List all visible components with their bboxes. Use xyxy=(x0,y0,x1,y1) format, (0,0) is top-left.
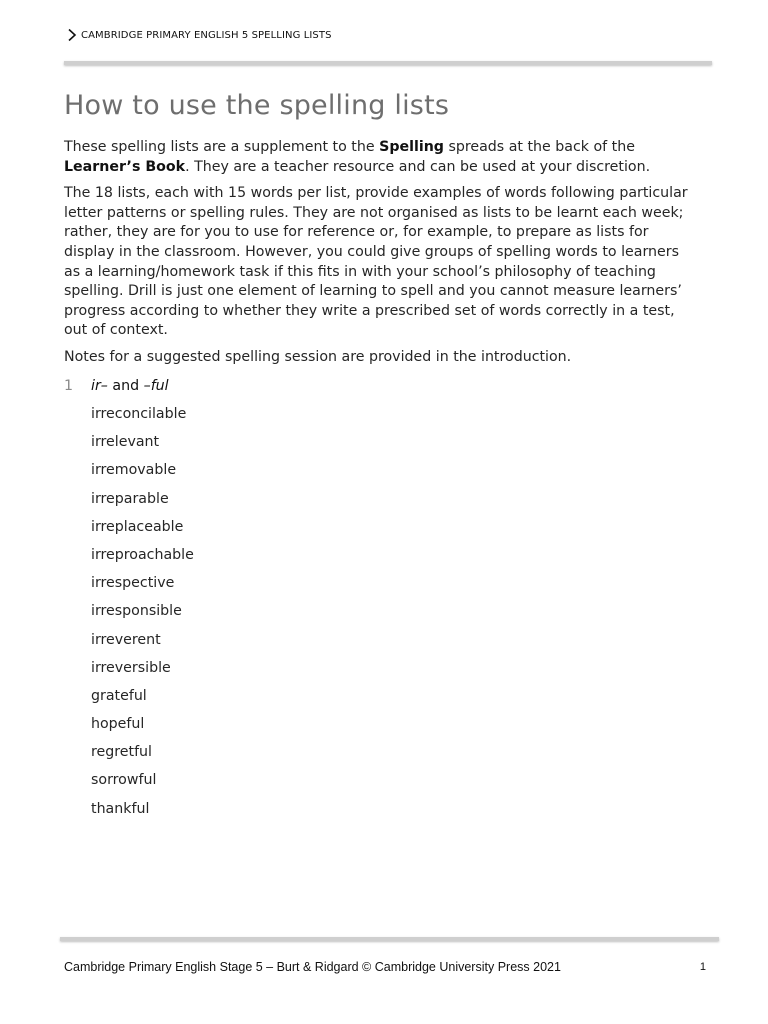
list-number: 1 xyxy=(64,378,74,394)
spelling-word: hopeful xyxy=(91,716,145,733)
spelling-word: irreparable xyxy=(91,490,169,507)
spelling-word: thankful xyxy=(91,800,150,817)
spelling-word: irrelevant xyxy=(91,434,160,451)
page-footer xyxy=(64,960,706,974)
spelling-word: irreplaceable xyxy=(91,518,184,535)
spelling-word: grateful xyxy=(91,687,147,704)
running-header xyxy=(66,28,332,42)
spelling-word: sorrowful xyxy=(91,772,157,789)
intro-paragraph-2: The 18 lists, each with 15 words per list, provide examples of words following particular letter patterns or spelling rules. They are not organised as lists to be learnt each week; rather, they are for you to use for reference or, for example, to prepare as lists for display in the classroom. However, you could give groups of spelling words to learners as a learning/homework task if this fits in with your school’s philosophy of teaching spelling. Drill is just one element of learning to spell and you cannot measure learners’ progress according to whether they write a prescribed set of words correctly in a test, out of context. xyxy=(64,185,688,339)
page-number: 1 xyxy=(699,961,706,973)
spelling-word: irresponsible xyxy=(91,603,182,620)
spelling-word-list xyxy=(91,404,194,827)
footer-credit: Cambridge Primary English Stage 5 – Burt & Ridgard © Cambridge University Press 2021 xyxy=(64,960,561,974)
spelling-bold: Spelling xyxy=(379,139,444,155)
spelling-word: irremovable xyxy=(91,462,177,479)
spelling-word: irreverent xyxy=(91,631,161,648)
intro-text xyxy=(64,138,694,375)
spelling-word: irreversible xyxy=(91,659,171,676)
spelling-word: irreconcilable xyxy=(91,406,187,422)
header-divider xyxy=(64,61,712,65)
chevron-right-icon xyxy=(66,28,78,42)
footer-divider xyxy=(60,937,719,941)
list-1-heading xyxy=(64,376,169,396)
intro-paragraph-3: Notes for a suggested spelling session are provided in the introduction. xyxy=(64,348,572,365)
learners-book-bold: Learner’s Book xyxy=(64,158,186,175)
running-title: CAMBRIDGE PRIMARY ENGLISH 5 SPELLING LISTS xyxy=(81,29,332,41)
intro-paragraph-1: These spelling lists are a supplement to the Spelling spreads at the back of the Learner’s Book. They are a teacher resource and can be used at your discretion. xyxy=(64,139,651,175)
spelling-word: regretful xyxy=(91,744,152,761)
spelling-word: irreproachable xyxy=(91,546,194,563)
spelling-word: irrespective xyxy=(91,575,175,592)
list-title: ir– and –ful xyxy=(91,378,169,394)
page-title: How to use the spelling lists xyxy=(64,90,450,121)
